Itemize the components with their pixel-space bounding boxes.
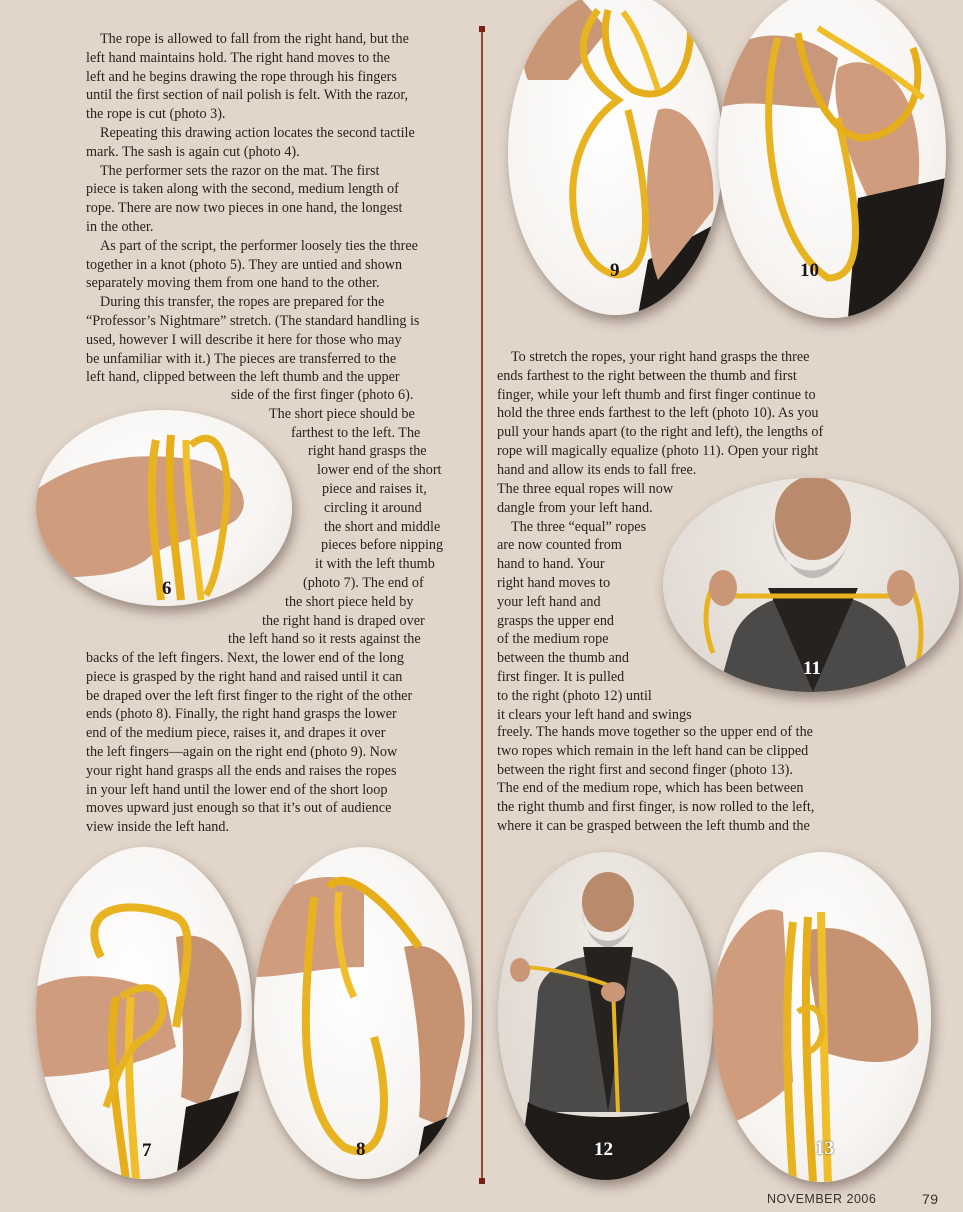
photo-10-number: 10 xyxy=(800,260,819,281)
photo-7-number: 7 xyxy=(142,1140,152,1161)
right-bottom-text: freely. The hands move together so the upper end of the two ropes which remain in the left hand can be clipped between the right first and second finger (photo 13). The end of the medium rope, which has been between the right thumb and first finger, is now rolled to the left, where it can be grasped between the left thumb and the xyxy=(497,724,815,834)
photo-10 xyxy=(718,0,946,318)
paragraph-1: The rope is allowed to fall from the right hand, but the left hand maintains hold. The right hand moves to the left and he begins drawing the rope through his fingers until the first section of nail polish is felt. With the razor, the rope is cut (photo 3). xyxy=(86,31,409,123)
page-number: 79 xyxy=(922,1191,939,1207)
photo-12 xyxy=(498,852,713,1180)
photo-8 xyxy=(254,847,472,1179)
photo-6-illustration xyxy=(36,410,292,606)
photo-10-illustration xyxy=(718,0,946,318)
paragraph-3: The performer sets the razor on the mat. The first piece is taken along with the second, medium length of rope. There are now two pieces in one hand, the longest in the other. xyxy=(86,162,403,235)
photo-9-number: 9 xyxy=(610,260,620,281)
photo-11 xyxy=(663,478,959,692)
photo-7-illustration xyxy=(36,847,252,1179)
footer-issue-date: NOVEMBER 2006 xyxy=(767,1192,877,1206)
photo-9 xyxy=(508,0,723,315)
paragraph-4: As part of the script, the performer loosely ties the three together in a knot (photo 5). They are untied and shown separately moving them from one hand to the other. xyxy=(86,237,418,292)
photo-11-number: 11 xyxy=(803,658,821,679)
photo-6 xyxy=(36,410,292,606)
right-top-text: To stretch the ropes, your right hand grasps the three ends farthest to the right between the thumb and first finger, while your left thumb and first finger continue to hold the three ends farthest to the left (photo 10). As you pull your hands apart (to the right and left), the lengths of rope will magically equalize (photo 11). Open your right hand and allow its ends to fall free. xyxy=(497,349,824,478)
photo-8-number: 8 xyxy=(356,1139,366,1160)
paragraph-2: Repeating this drawing action locates the second tactile mark. The sash is again cut (photo 4). xyxy=(86,124,415,160)
photo-13-illustration xyxy=(713,852,931,1182)
left-wrap-text: side of the first finger (photo 6). The short piece should be farthest to the left. The right hand grasps the lower end of the short piece and raises it, circling it around the short and middle pieces before nipping it with the left thumb (photo 7). The end of the short piece held by the right hand is draped over the left hand so it rests against the xyxy=(228,387,444,648)
divider-bottom-mark xyxy=(479,1178,485,1184)
left-bottom-text: backs of the left fingers. Next, the lower end of the long piece is grasped by the right hand and raised until it can be draped over the left first finger to the right of the other ends (photo 8). Finally, the right hand grasps the lower end of the medium piece, raises it, and drapes it over the left fingers—again on the right end (photo 9). Now your right hand grasps all the ends and raises the ropes in your left hand until the lower end of the short loop moves upward just enough so that it’s out of audience view inside the left hand. xyxy=(86,650,413,836)
photo-7 xyxy=(36,847,252,1179)
paragraph-5: During this transfer, the ropes are prepared for the “Professor’s Nightmare” stretch. (The standard handling is used, however I will describe it here for those who may be unfamiliar with it.) The pieces are transferred to the left hand, clipped between the left thumb and the upper xyxy=(86,294,420,386)
photo-8-illustration xyxy=(254,847,472,1179)
photo-12-illustration xyxy=(498,852,713,1180)
column-divider xyxy=(481,30,483,1180)
right-wrap-text: The three equal ropes will now dangle from your left hand. The three “equal” ropes are now counted from hand to hand. Your right hand moves to your left hand and grasps the upper end of the medium rope between the thumb and first finger. It is pulled to the right (photo 12) until it clears your left hand and swings xyxy=(497,481,692,723)
photo-12-number: 12 xyxy=(594,1139,613,1160)
photo-13-number: 13 xyxy=(815,1138,834,1159)
photo-6-number: 6 xyxy=(162,578,172,599)
divider-top-mark xyxy=(479,26,485,32)
photo-13 xyxy=(713,852,931,1182)
left-column xyxy=(86,30,471,387)
